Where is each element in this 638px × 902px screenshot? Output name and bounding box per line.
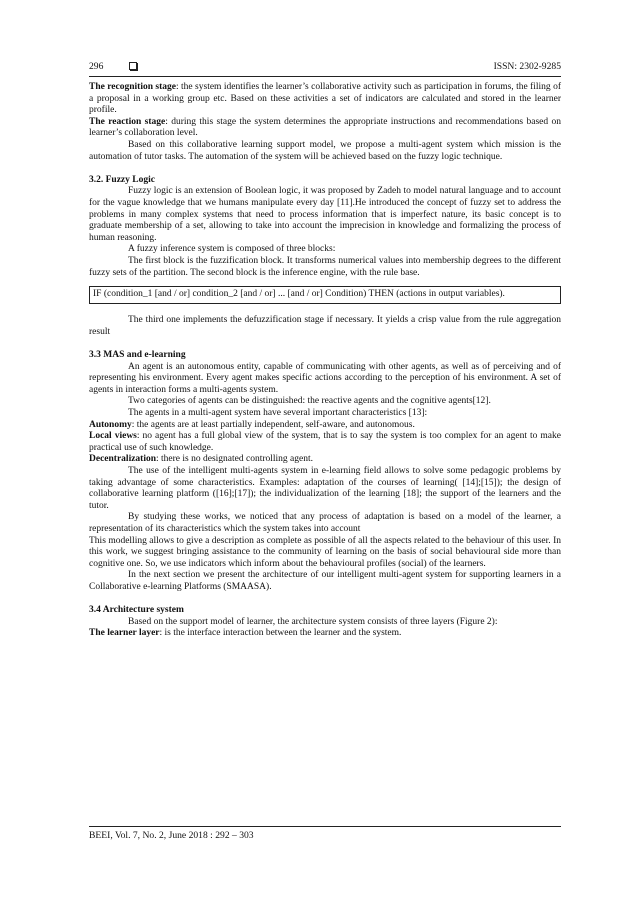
square-bullet-icon — [129, 62, 137, 70]
characteristic-local-views — [89, 431, 561, 454]
issn-label: ISSN: 2302-9285 — [493, 61, 561, 72]
paragraph: By studying these works, we noticed that any process of adaptation is based on a model of the learner, a representation of its characteristics which the system takes into account — [89, 512, 561, 534]
characteristic-decentralization — [89, 454, 561, 466]
paragraph: Based on this collaborative learning support model, we propose a multi-agent system which mission is the automation of tutor tasks. The automation of the system will be achieved based on the fuzzy logic technique. — [89, 139, 561, 162]
term-label: The reaction stage — [89, 116, 166, 127]
term-label: Autonomy — [89, 419, 132, 430]
paragraph-text: : the agents are at least partially independent, self-aware, and autonomous. — [131, 419, 415, 430]
journal-citation: BEEI, Vol. 7, No. 2, June 2018 : 292 – 303 — [89, 830, 254, 841]
learner-layer-paragraph — [89, 628, 561, 640]
page-footer — [89, 826, 561, 842]
term-label: Local views — [89, 431, 137, 442]
paragraph: The use of the intelligent multi-agents system in e-learning field allows to solve some pedagogic problems by taking advantage of some characteristics. Examples: adaptation of the courses of learning( [14];[15]); the design of collaborative learning platform ([16];[17]); the individualization of the learning [18]; the support of the learners and the tutor. — [89, 466, 561, 511]
page-number: 296 — [89, 61, 104, 72]
characteristic-autonomy — [89, 420, 561, 432]
section-heading-architecture: 3.4 Architecture system — [89, 605, 184, 616]
paragraph-text: : during this stage the system determines the appropriate instructions and recommendations based on learner’s collaboration level. — [89, 116, 562, 139]
paragraph: In the next section we present the architecture of our intelligent multi-agent system for supporting learners in a Collaborative e-learning Platforms (SMAASA). — [89, 570, 561, 592]
section-heading-mas-elearning: 3.3 MAS and e-learning — [89, 350, 186, 361]
section-heading-fuzzy-logic: 3.2. Fuzzy Logic — [89, 174, 155, 185]
paragraph: Based on the support model of learner, the architecture system consists of three layers (Figure 2): — [128, 616, 498, 627]
paragraph: This modelling allows to give a description as complete as possible of all the aspects related to the behaviour of this user. In this work, we suggest bringing assistance to the community of learning on the basis of social behavioural side more than cognitive one. So, we use indicators which inform about the behavioural profiles (social) of the learners. — [89, 535, 561, 569]
paragraph-text: : there is no designated controlling agent. — [156, 454, 313, 465]
term-label: The recognition stage — [89, 82, 176, 92]
paragraph-text: : is the interface interaction between the learner and the system. — [159, 628, 402, 639]
paragraph: Fuzzy logic is an extension of Boolean logic, it was proposed by Zadeh to model natural language and to account for the vague knowledge that we humans manipulate every day [11].He introduced the concept of fuzzy set to address the problems in many complex systems that need to process information that is imperfect nature, its basic concept is to graduate membership of a set, allowing to take into account the imprecision in knowledge and formalizing the process of human reasoning. — [89, 186, 561, 243]
paragraph-text: : the system identifies the learner’s collaborative activity such as participation in forums, the filing of a proposal in a working group etc. Based on these activities a set of indicators are calculated and stored in the learner profile. — [89, 82, 562, 116]
term-label: The learner layer — [89, 628, 160, 639]
paragraph-text: : no agent has a full global view of the system, that is to say the system is too complex for an agent to make practical use of such knowledge. — [89, 431, 561, 453]
paragraph-recognition-stage — [89, 82, 561, 117]
page-header — [89, 60, 561, 77]
rule-box: IF (condition_1 [and / or] condition_2 [and / or] ... [and / or] Condition) THEN (actions in output variables). — [89, 286, 561, 304]
paragraph-reaction-stage — [89, 117, 561, 140]
paragraph: The third one implements the defuzzification stage if necessary. It yields a crisp value from the rule aggregation result — [89, 315, 561, 337]
paragraph: The agents in a multi-agent system have several important characteristics [13]: — [128, 408, 428, 419]
article-body — [89, 82, 561, 640]
term-label: Decentralization — [89, 454, 157, 465]
paragraph: Two categories of agents can be distinguished: the reactive agents and the cognitive agents[12]. — [128, 396, 491, 407]
paragraph: The first block is the fuzzification block. It transforms numerical values into membership degrees to the different fuzzy sets of the partition. The second block is the inference engine, with the rule base. — [89, 255, 561, 278]
paragraph: An agent is an autonomous entity, capable of communicating with other agents, as well as of perceiving and of representing his environment. Every agent makes specific actions according to the perception of his environment. A set of agents in interaction forms a multi-agents system. — [89, 361, 561, 395]
paragraph: A fuzzy inference system is composed of three blocks: — [128, 244, 336, 255]
